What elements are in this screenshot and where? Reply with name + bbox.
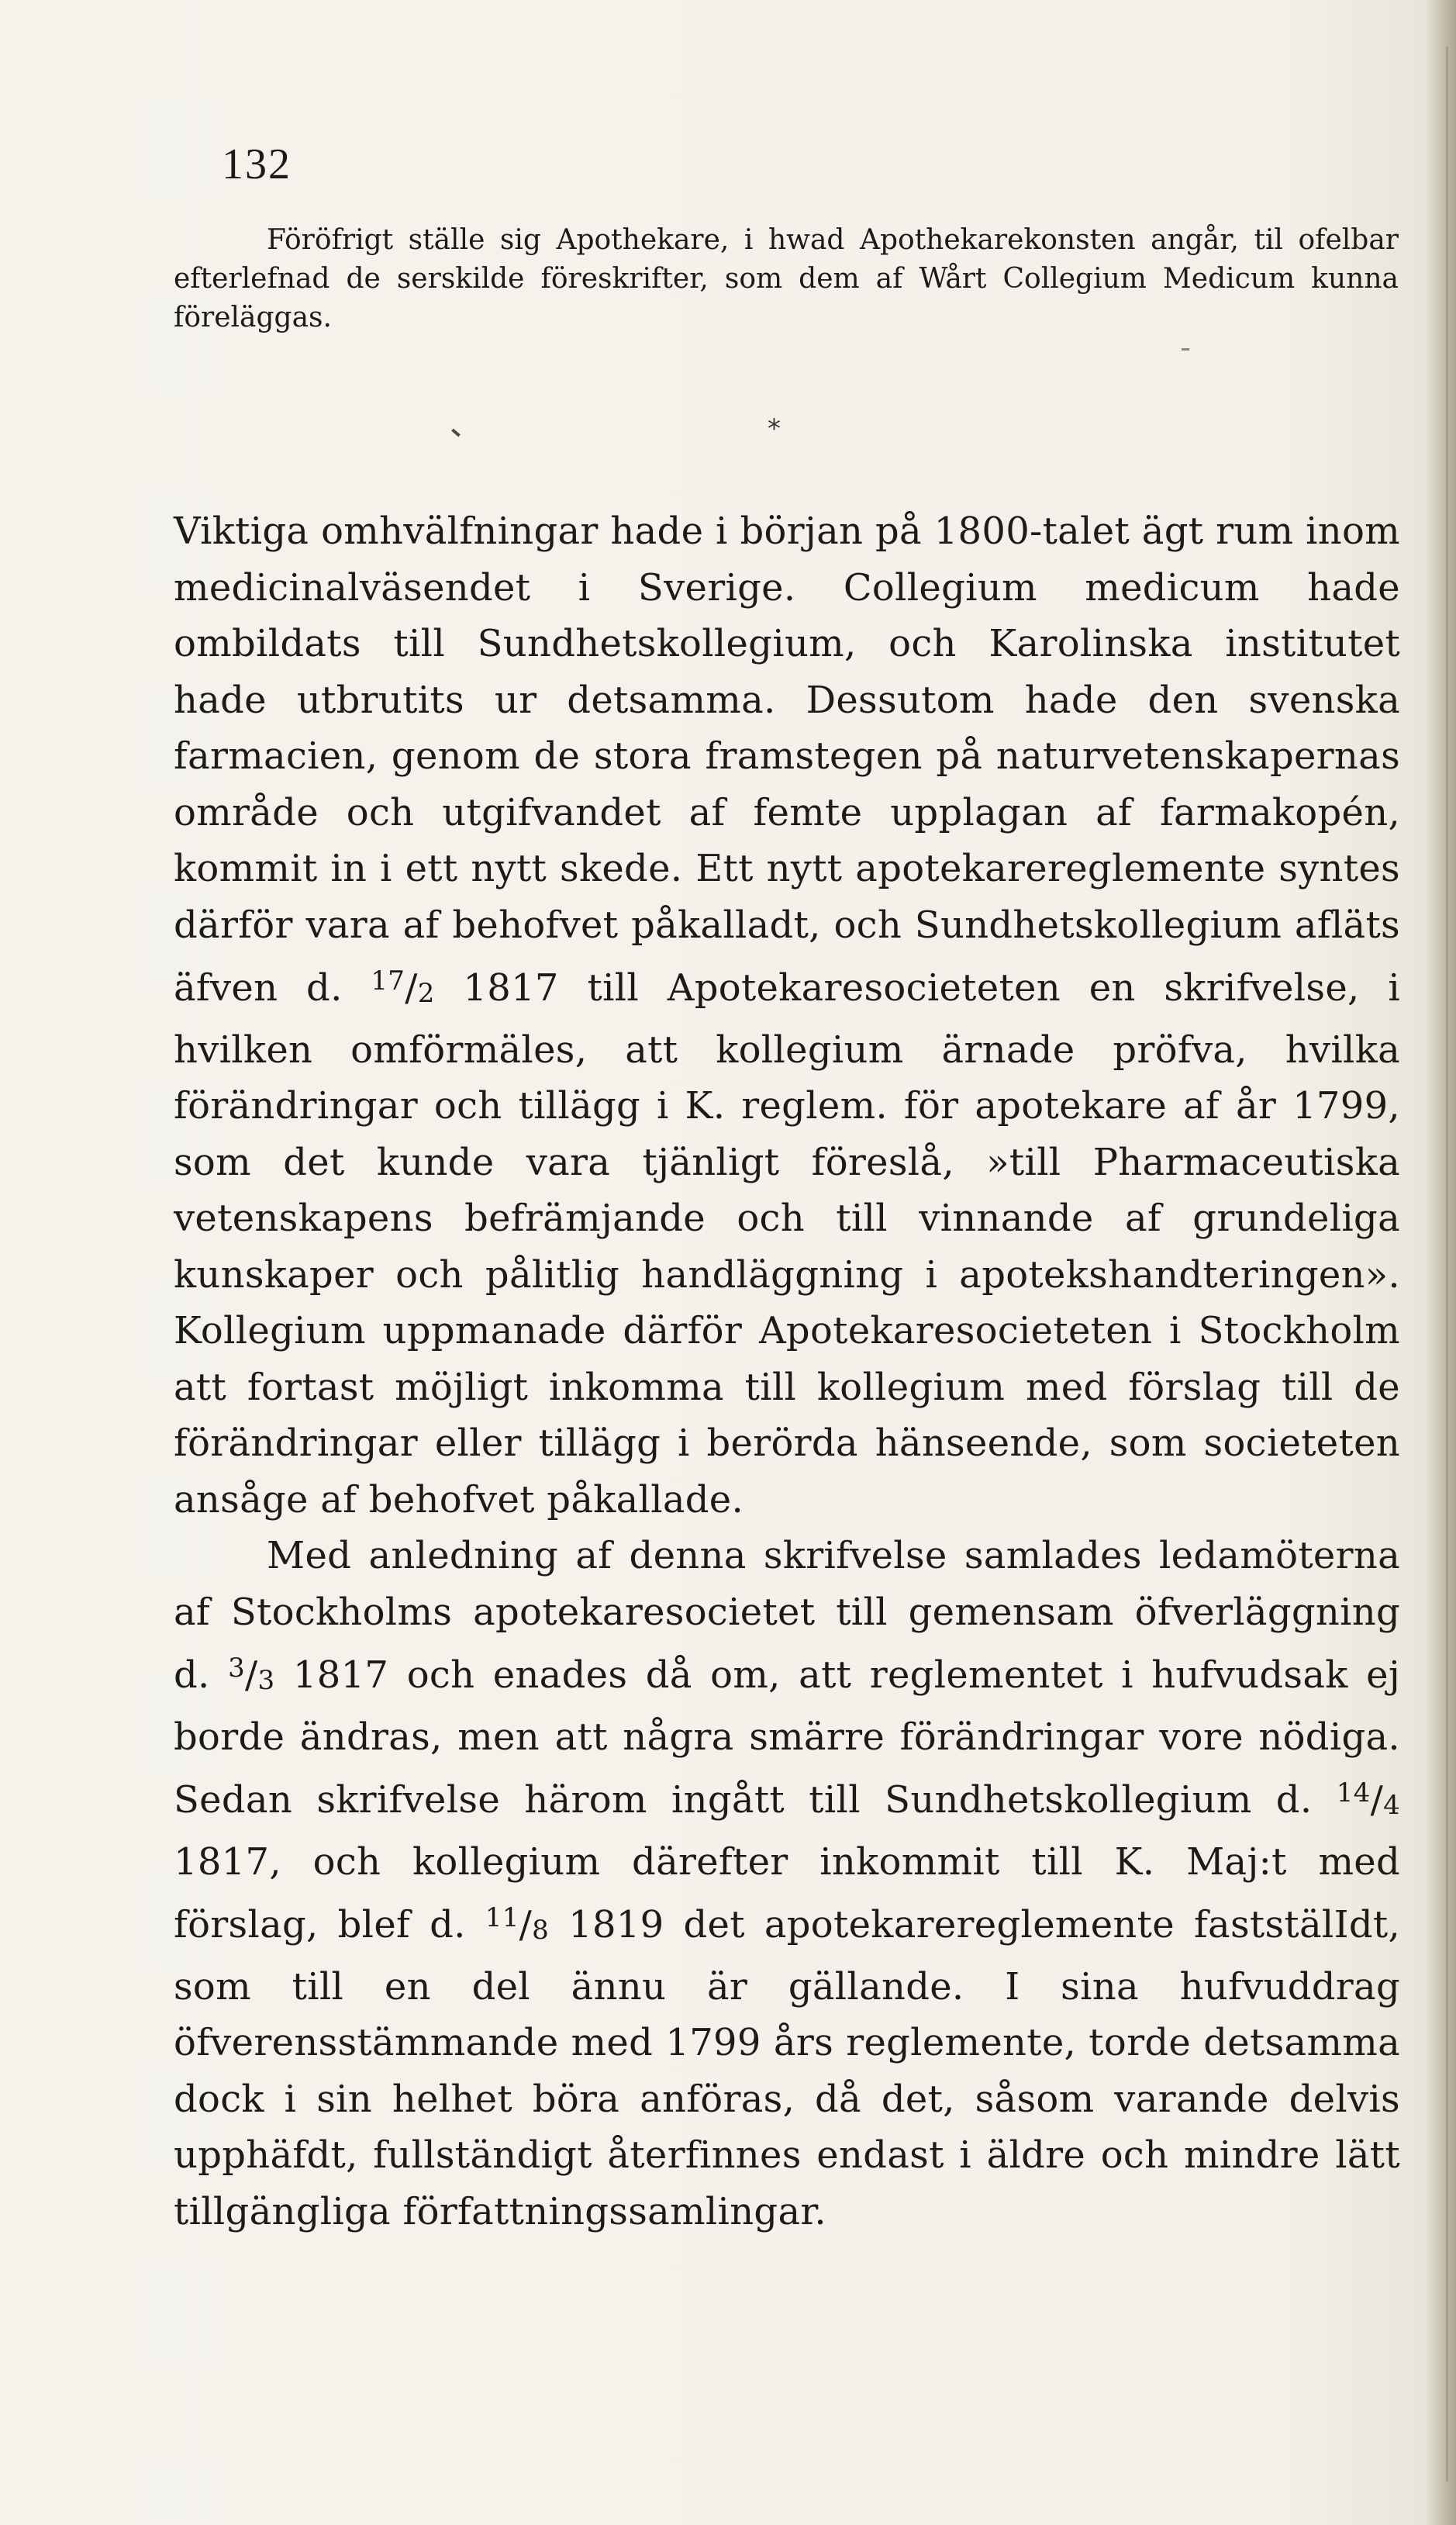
page-number: 132 bbox=[222, 140, 292, 188]
main-text bbox=[174, 503, 1400, 2240]
print-speck bbox=[1182, 348, 1189, 351]
date-numerator: 11 bbox=[485, 1902, 519, 1933]
paragraph-2-text-c: 1817, och kollegium därefter inkommit till K. Maj:t med förslag, blef d. bbox=[174, 1839, 1400, 1946]
paragraph-2-text-a: Med anledning af denna skrifvelse samlades ledamöterna af Stockholms apotekaresocietet till gemensam öfverläggning d. bbox=[174, 1534, 1400, 1697]
date-numerator: 3 bbox=[228, 1653, 245, 1684]
date-numerator: 14 bbox=[1336, 1777, 1371, 1808]
print-mark bbox=[451, 429, 461, 437]
date-denominator: 2 bbox=[417, 978, 435, 1009]
paragraph-2-text-b: 1817 och enades då om, att reglementet i hufvudsak ej borde ändras, men att några smärre förändringar vore nödiga. Sedan skrifvelse härom ingått till Sundhetskollegium d. bbox=[174, 1653, 1400, 1822]
paragraph-1-text-b: 1817 till Apotekaresocieteten en skrifvelse, i hvilken omförmäles, att kollegium ärnade pröfva, hvilka förändringar och tillägg i K. reglem. för apotekare af år 1799, som det kunde vara tjänligt föreslå, »till Pharmaceutiska vetenskapens befrämjande och till vinnande af grundeliga kunskaper och pålitlig handläggning i apotekshandteringen». Kollegium uppmanade därför Apotekaresocieteten i Stockholm att fortast möjligt inkomma till kollegium med förslag till de förändringar eller tillägg i berörda hänseende, som societeten ansåge af behofvet påkallade. bbox=[174, 966, 1400, 1522]
date-denominator: 3 bbox=[257, 1665, 275, 1696]
paragraph-2-text-d: 1819 det apotekarereglemente faststälIdt, som till en del ännu är gällande. I sina hufvuddrag öfverensstämmande med 1799 års reglemente, torde detsamma dock i sin helhet böra anföras, då det, såsom varande delvis upphäfdt, fullständigt återfinnes endast i äldre och mindre lätt tillgängliga författningssamlingar. bbox=[174, 1903, 1400, 2233]
date-denominator: 4 bbox=[1383, 1790, 1400, 1821]
quoted-regulation-excerpt bbox=[174, 221, 1399, 337]
paragraph-1: Viktiga omhvälfningar hade i början på 1800-talet ägt rum inom medicinalväsendet i Sverige. Collegium medicum hade ombildats till Sundhetskollegium, och Karolinska institutet hade utbrutits ur detsamma. Dessutom hade den svenska farmacien, genom de stora framstegen på naturvetenskapernas område och utgifvandet af femte upplagan af farmakopén, kommit in i ett nytt skede. Ett nytt apotekarereglemente syntes därför vara af behofvet påkalladt, och Sundhetskollegium afläts äfven d. $^{17}$/2 1817 till Apotekaresocieteten en skrifvelse, i hvilken omförmäles, att kollegium ärnade pröfva, hvilka förändringar och tillägg i K. reglem. för apotekare af år 1799, som det kunde vara tjänligt föreslå, »till Pharmaceutiska vetenskapens befrämjande och till vinnande af grundeliga kunskaper och pålitlig handläggning i apotekshandteringen». Kollegium uppmanade därför Apotekaresocieteten i Stockholm att fortast möjligt inkomma till kollegium med förslag till de förändringar eller tillägg i berörda hänseende, som societeten ansåge af behofvet påkallade. bbox=[174, 509, 1400, 1522]
binding-line bbox=[1446, 47, 1448, 2482]
paragraph-1-text-a: Viktiga omhvälfningar hade i början på 1800-talet ägt rum inom medicinalväsendet i Sverige. Collegium medicum hade ombildats till Sundhetskollegium, och Karolinska institutet hade utbrutits ur detsamma. Dessutom hade den svenska farmacien, genom de stora framstegen på naturvetenskapernas område och utgifvandet af femte upplagan af farmakopén, kommit in i ett nytt skede. Ett nytt apotekarereglemente syntes därför vara af behofvet påkalladt, och Sundhetskollegium afläts äfven d. bbox=[174, 509, 1400, 1010]
section-divider-asterisk: * bbox=[768, 413, 781, 444]
page-edge bbox=[1423, 0, 1456, 2525]
paragraph-2: Med anledning af denna skrifvelse samlades ledamöterna af Stockholms apotekaresocietet till gemensam öfverläggning d. $^3$/3 1817 och enades då om, att reglementet i hufvudsak ej borde ändras, men att några smärre förändringar vore nödiga. Sedan skrifvelse härom ingått till Sundhetskollegium d. $^{14}$/4 1817, och kollegium därefter inkommit till K. Maj:t med förslag, blef d. $^{11}$/8 1819 det apotekarereglemente faststälIdt, som till en del ännu är gällande. I sina hufvuddrag öfverensstämmande med 1799 års reglemente, torde detsamma dock i sin helhet böra anföras, då det, såsom varande delvis upphäfdt, fullständigt återfinnes endast i äldre och mindre lätt tillgängliga författningssamlingar. bbox=[174, 1534, 1400, 2233]
date-numerator: 17 bbox=[371, 965, 405, 997]
date-denominator: 8 bbox=[532, 1915, 550, 1946]
footnote-text: Föröfrigt ställe sig Apothekare, i hwad Apothekarekonsten angår, til ofelbar efterlefnad de serskilde föreskrifter, som dem af Wårt Collegium Medicum kunna föreläggas. bbox=[174, 224, 1399, 333]
